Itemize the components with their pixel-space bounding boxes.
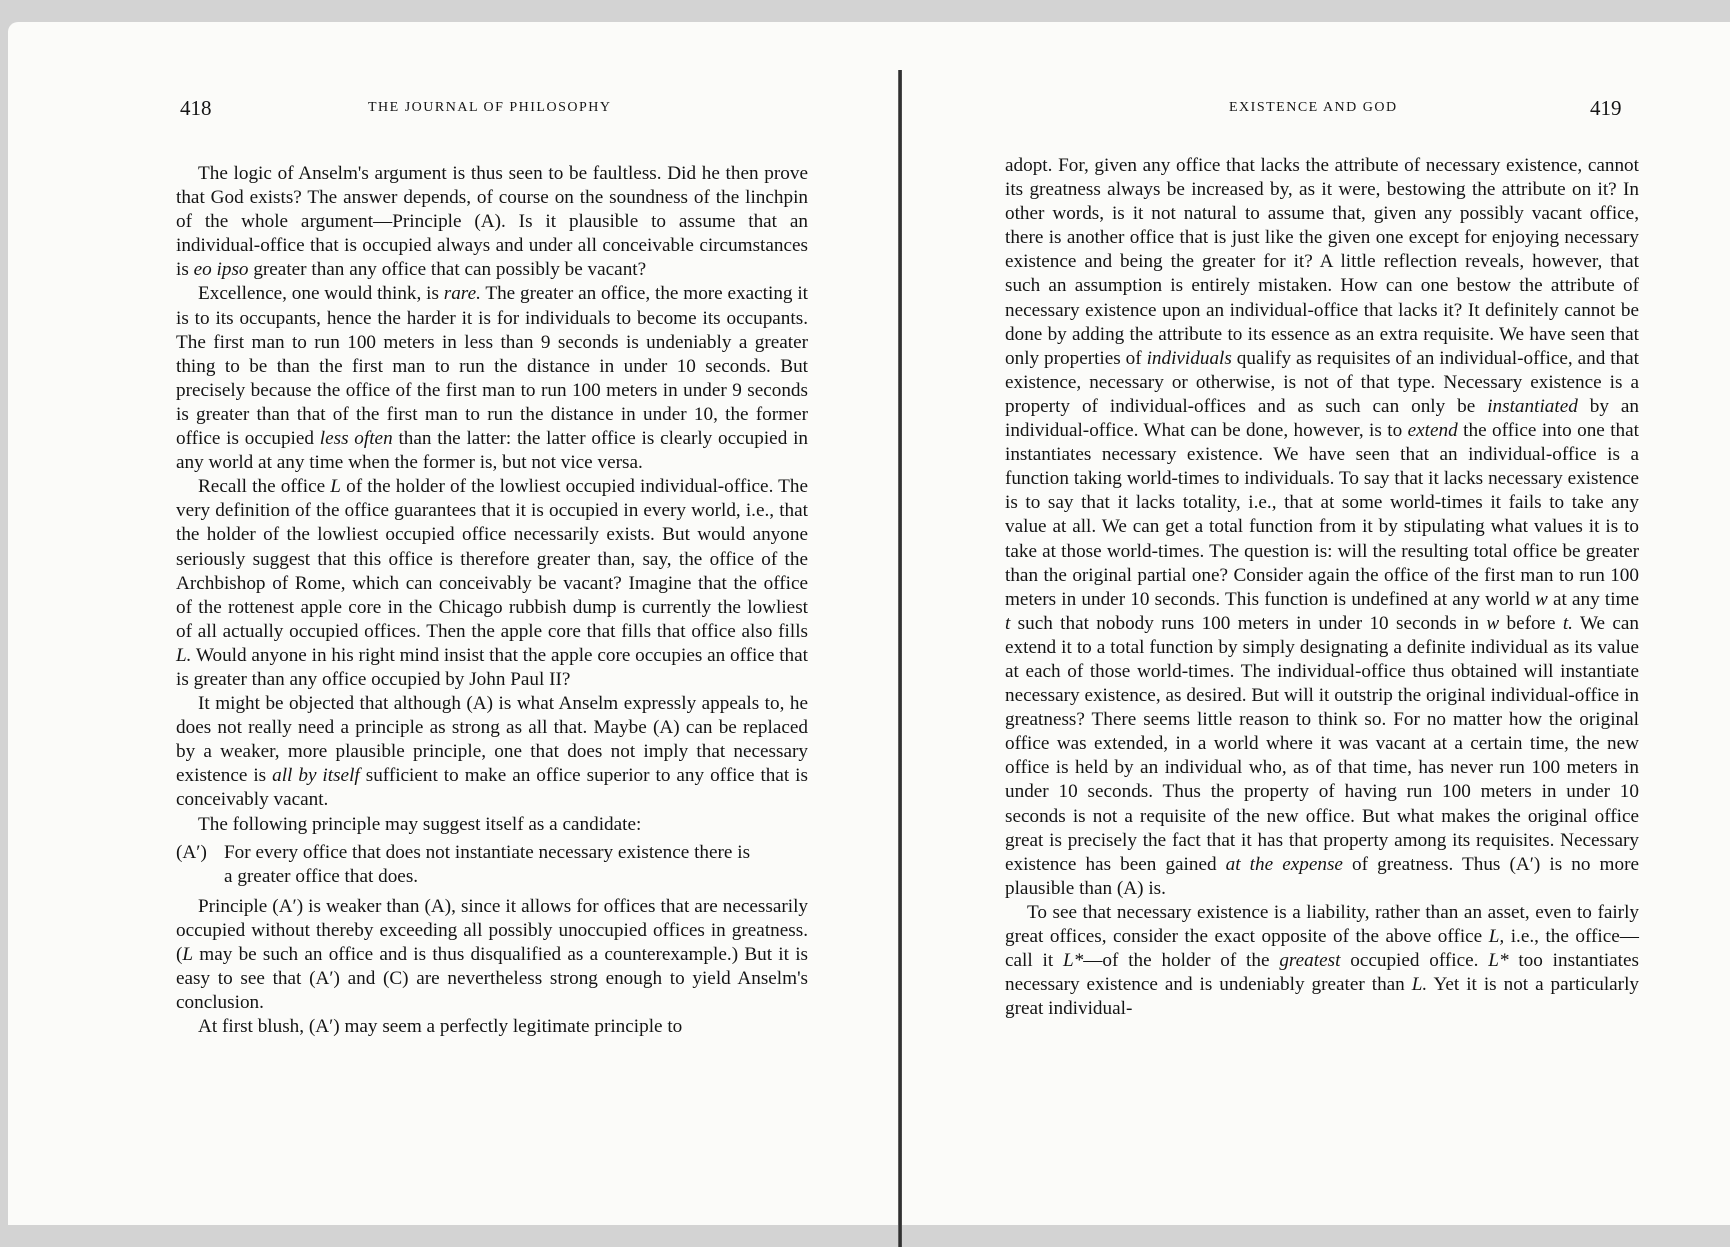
text-run: Would anyone in his right mind insist that the apple core occupies an office that is greater than any office occupied by John Paul II? bbox=[176, 644, 808, 690]
text-run: qualify as requisites of an individual-office, and that existence, necessary or otherwise, is not of that type. Necessary existence is a property of individual-offices and as such can only be bbox=[1005, 347, 1639, 417]
text-run: Principle (A′) is weaker than (A), since it allows for offices that are necessarily occupied without thereby exceeding all possibly unoccupied offices in greatness. ( bbox=[176, 895, 808, 965]
paragraph bbox=[1005, 154, 1639, 901]
left-page-body bbox=[176, 162, 808, 1039]
italic-text: t. bbox=[1562, 612, 1573, 634]
italic-text: rare. bbox=[443, 283, 481, 305]
paragraph bbox=[1005, 901, 1639, 1021]
text-run: Yet it is not a particularly great individual- bbox=[1005, 974, 1639, 1020]
text-run: occupied office. bbox=[1340, 950, 1489, 972]
text-run: than the latter: the latter office is clearly occupied in any world at any time when the former is, but not vice versa. bbox=[176, 428, 808, 474]
italic-text: L. bbox=[176, 644, 192, 666]
italic-text: less often bbox=[319, 428, 393, 450]
text-run: To see that necessary existence is a liability, rather than an asset, even to fairly great offices, consider the exact opposite of the above office bbox=[1005, 901, 1639, 947]
italic-text: w bbox=[1486, 612, 1500, 634]
italic-text: eo ipso bbox=[193, 259, 249, 281]
principle-label: (A′) bbox=[176, 841, 207, 863]
text-run: of the holder of the lowliest occupied individual-office. The very definition of the office guarantees that it is occupied in every world, i.e., that the holder of the lowliest occupied office necessarily exists. But would anyone seriously suggest that this office is therefore greater than, say, the office of the Archbishop of Rome, which can conceivably be vacant? Imagine that the office of the rottenest apple core in the Chicago rubbish dump is currently the lowliest of all actually occupied offices. Then the apple core that fills that office also fills bbox=[176, 476, 809, 642]
right-page bbox=[904, 22, 1730, 1225]
text-run: the office into one that instantiates necessary existence. We have seen that an individual-office is a function taking world-times to individuals. To say that it lacks necessary existence is to say that it lacks totality, i.e., that at some world-times it fails to take any value at all. We can get a total function from it by stipulating what values it is to take at those world-times. The question is: will the resulting total office be greater than the original partial one? Consider again the office of the first man to run 100 meters in under 10 seconds. This function is undefined at any world bbox=[1005, 420, 1640, 610]
text-run: may be such an office and is thus disqualified as a counterexample.) But it is easy to see that (A′) and (C) are nevertheless strong enough to yield Anselm's conclusion. bbox=[176, 944, 808, 1014]
italic-text: instantiated bbox=[1487, 395, 1578, 417]
text-run: greater than any office that can possibly be vacant? bbox=[248, 259, 647, 281]
italic-text: L* bbox=[1062, 950, 1084, 972]
running-head: EXISTENCE AND GOD bbox=[1229, 100, 1398, 115]
book-spread bbox=[8, 22, 1730, 1225]
text-run: Excellence, one would think, is bbox=[198, 283, 444, 305]
italic-text: extend bbox=[1407, 420, 1458, 442]
paragraph bbox=[176, 895, 808, 1015]
italic-text: L bbox=[182, 944, 194, 965]
text-run: —of the holder of the bbox=[1083, 950, 1280, 972]
italic-text: greatest bbox=[1279, 950, 1341, 972]
text-run: too instantiates necessary existence and is undeniably greater than bbox=[1005, 950, 1639, 996]
running-head: THE JOURNAL OF PHILOSOPHY bbox=[368, 100, 612, 115]
paragraph bbox=[176, 692, 808, 812]
principle-a-prime bbox=[176, 841, 808, 889]
text-run: At first blush, (A′) may seem a perfectly legitimate principle to bbox=[198, 1016, 683, 1038]
text-run: such that nobody runs 100 meters in under 10 seconds in bbox=[1010, 612, 1487, 634]
paragraph bbox=[176, 813, 808, 837]
paragraph-group bbox=[1005, 154, 1639, 1021]
text-run: The greater an office, the more exacting it is to its occupants, hence the harder it is for individuals to become its occupants. The first man to run 100 meters in less than 9 seconds is undeniably a greater thing to be than the first man to run the distance in under 10 seconds. But precisely because the office of the first man to run 100 meters in under 9 seconds is greater than that of the first man to run the distance in under 10, the former office is occupied bbox=[176, 283, 808, 450]
italic-text: L, bbox=[1488, 926, 1505, 947]
paragraph bbox=[176, 475, 808, 692]
paragraph bbox=[176, 282, 808, 475]
paragraph bbox=[176, 162, 808, 282]
page-number: 418 bbox=[180, 96, 212, 120]
text-run: It might be objected that although (A) is what Anselm expressly appeals to, he does not really need a principle as strong as all that. Maybe (A) can be replaced by a weaker, more plausible principle, one that does not imply that necessary existence is bbox=[176, 693, 808, 787]
text-run: Recall the office bbox=[198, 476, 331, 498]
text-run: by an individual-office. What can be done, however, is to bbox=[1005, 395, 1639, 442]
italic-text: L* bbox=[1488, 950, 1509, 972]
principle-text: For every office that does not instantiate necessary existence there is a greater office that does. bbox=[224, 841, 751, 887]
text-run: The logic of Anselm's argument is thus seen to be faultless. Did he then prove that God exists? The answer depends, of course on the soundness of the linchpin of the whole argument—Principle (A). Is it plausible to assume that an individual-office that is occupied always and under all conceivable circumstances is bbox=[176, 163, 808, 281]
italic-text: individuals bbox=[1146, 347, 1232, 369]
paragraph bbox=[176, 1015, 808, 1039]
text-run: i.e., the office—call it bbox=[1005, 926, 1639, 972]
text-run: of greatness. Thus (A′) is no more plausible than (A) is. bbox=[1005, 853, 1639, 899]
paragraph-group bbox=[176, 895, 808, 1040]
text-run: adopt. For, given any office that lacks the attribute of necessary existence, cannot its greatness always be increased by, as it were, bestowing the attribute on it? In other words, is it not natural to assume that, given any possibly vacant office, there is another office that is just like the given one except for enjoying necessary existence and being the greater for it? A little reflection reveals, however, that such an assumption is entirely mistaken. How can one bestow the attribute of necessary existence upon an individual-office that lacks it? It definitely cannot be done by adding the attribute to its essence as an extra requisite. We have seen that only properties of bbox=[1005, 155, 1639, 369]
text-run: We can extend it to a total function by simply designating a definite individual as its value at each of those world-times. The individual-office thus obtained will instantiate necessary existence, as desired. But will it outstrip the original individual-office in greatness? There seems little reason to think so. For no matter how the original office was extended, in a world where it was vacant at a certain time, the new office is held by an individual who, as of that time, has never run 100 meters in under 10 seconds. Thus the property of having run 100 meters in under 10 seconds is not a requisite of the new office. But what makes the original office great is precisely the fact that it has that property among its requisites. Necessary existence has been gained bbox=[1005, 612, 1639, 875]
page-number: 419 bbox=[1590, 96, 1622, 120]
book-gutter bbox=[898, 70, 902, 1247]
right-page-body bbox=[1005, 154, 1639, 1021]
italic-text: at the expense bbox=[1225, 853, 1343, 875]
italic-text: t bbox=[1005, 612, 1011, 634]
italic-text: all by itself bbox=[272, 765, 360, 787]
text-run: before bbox=[1499, 612, 1563, 634]
text-run: The following principle may suggest itself as a candidate: bbox=[198, 813, 642, 835]
italic-text: w bbox=[1535, 588, 1548, 610]
left-page bbox=[8, 22, 896, 1225]
paragraph-group bbox=[176, 162, 808, 837]
text-run: at any time bbox=[1547, 588, 1639, 610]
italic-text: L. bbox=[1411, 974, 1428, 996]
italic-text: L bbox=[330, 476, 341, 498]
text-run: sufficient to make an office superior to any office that is conceivably vacant. bbox=[176, 765, 808, 811]
